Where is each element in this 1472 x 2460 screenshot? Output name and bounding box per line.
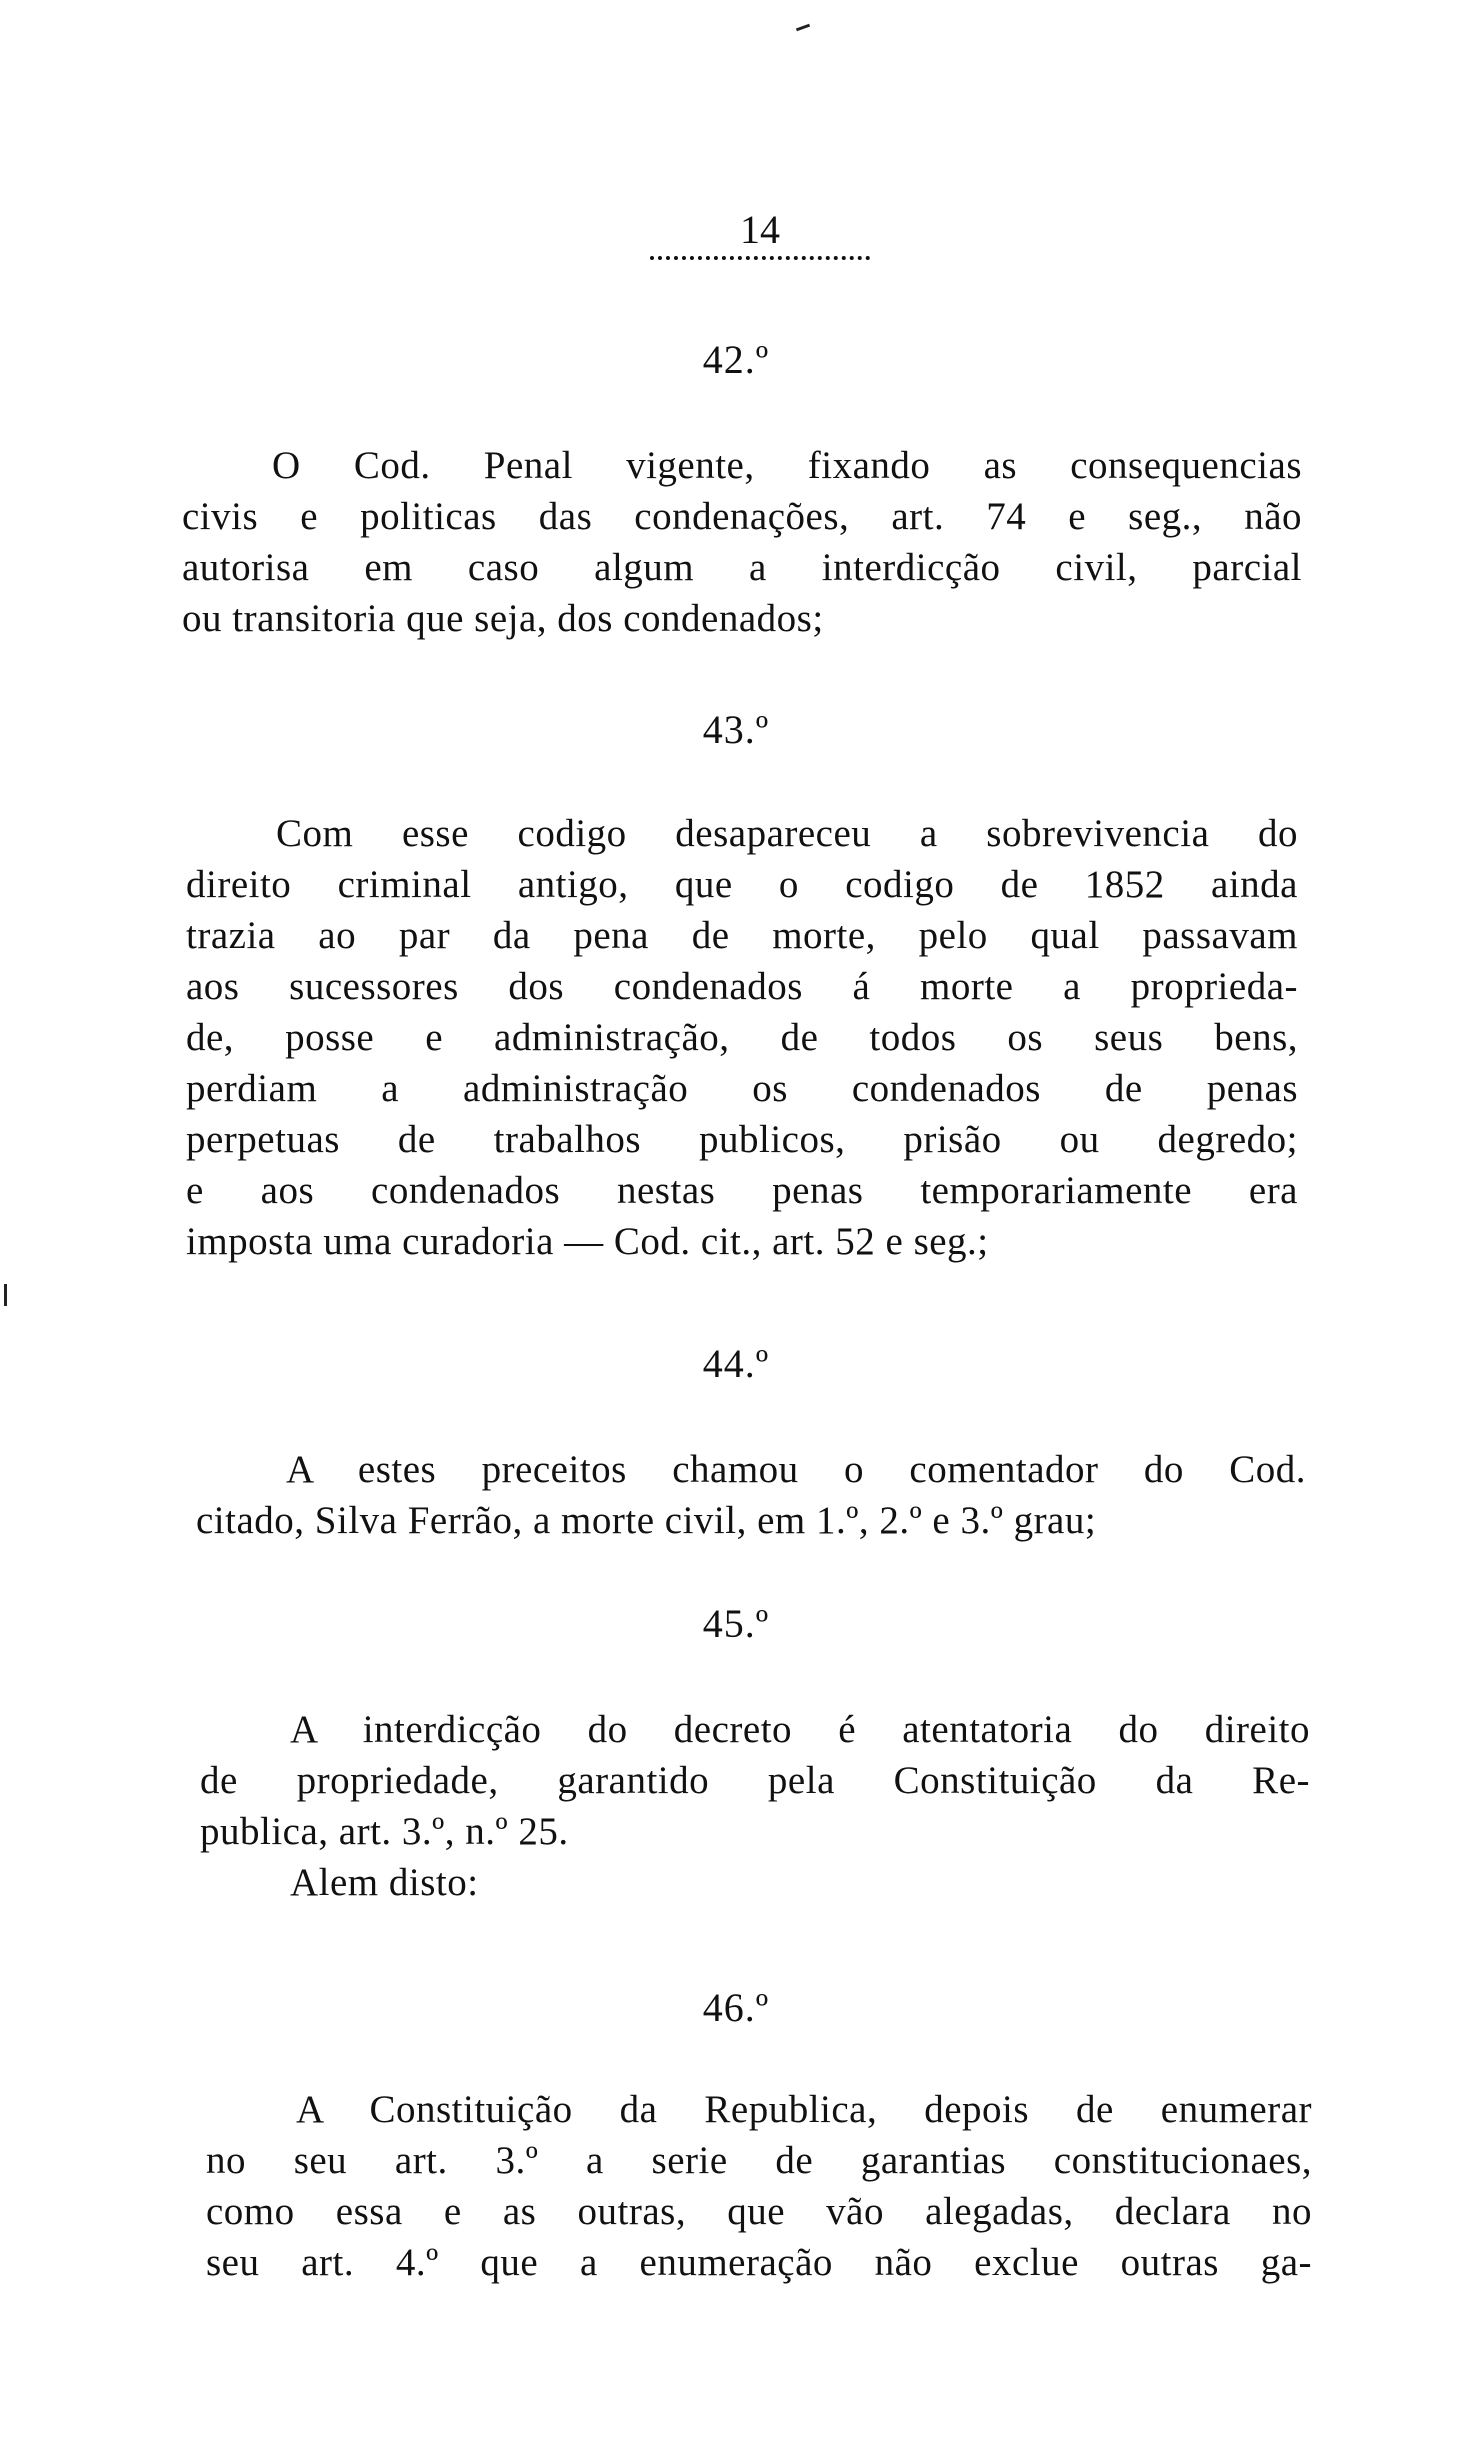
scan-speck [4,1284,7,1306]
paragraph-line: O Cod. Penal vigente, fixando as consequencias [272,444,1302,487]
scan-speck [796,24,810,32]
paragraph-line: A interdicção do decreto é atentatoria do direito [290,1708,1310,1751]
section-44-paragraph [196,1444,1306,1546]
paragraph-line: perdiam a administração os condenados de penas [186,1067,1298,1110]
paragraph-line: autorisa em caso algum a interdicção civil, parcial [182,546,1302,589]
paragraph-line: A estes preceitos chamou o comentador do Cod. [286,1448,1306,1491]
page-header [640,208,880,260]
paragraph-line: ou transitoria que seja, dos condenados; [182,597,824,640]
section-46-paragraph [206,2084,1312,2288]
paragraph-line: de propriedade, garantido pela Constituição da Re- [200,1759,1310,1802]
paragraph-line: publica, art. 3.º, n.º 25. [200,1810,569,1853]
paragraph-line: como essa e as outras, que vão alegadas, declara no [206,2190,1312,2233]
paragraph-line: direito criminal antigo, que o codigo de 1852 ainda [186,863,1298,906]
paragraph-line: Com esse codigo desapareceu a sobrevivencia do [276,812,1298,855]
section-42-paragraph [182,440,1302,644]
paragraph-line: Alem disto: [290,1861,479,1904]
paragraph-line: trazia ao par da pena de morte, pelo qual passavam [186,914,1298,957]
section-number-42: 42.º [702,337,770,382]
section-number-46: 46.º [702,1985,770,2030]
paragraph-line: perpetuas de trabalhos publicos, prisão ou degredo; [186,1118,1298,1161]
paragraph-line: de, posse e administração, de todos os seus bens, [186,1016,1298,1059]
paragraph-line: citado, Silva Ferrão, a morte civil, em 1.º, 2.º e 3.º grau; [196,1499,1097,1542]
header-dotted-rule [650,256,870,260]
section-43-paragraph [186,808,1298,1267]
paragraph-line: e aos condenados nestas penas temporariamente era [186,1169,1298,1212]
section-45-paragraph [200,1704,1310,1908]
paragraph-line: civis e politicas das condenações, art. 74 e seg., não [182,495,1302,538]
paragraph-line: aos sucessores dos condenados á morte a proprieda- [186,965,1298,1008]
section-number-43: 43.º [702,707,770,752]
paragraph-line: seu art. 4.º que a enumeração não exclue outras ga- [206,2241,1312,2284]
page-number: 14 [740,207,780,252]
section-number-45: 45.º [702,1601,770,1646]
paragraph-line: A Constituição da Republica, depois de enumerar [296,2088,1312,2131]
section-number-44: 44.º [702,1341,770,1386]
paragraph-line: no seu art. 3.º a serie de garantias constitucionaes, [206,2139,1312,2182]
paragraph-line: imposta uma curadoria — Cod. cit., art. 52 e seg.; [186,1220,989,1263]
